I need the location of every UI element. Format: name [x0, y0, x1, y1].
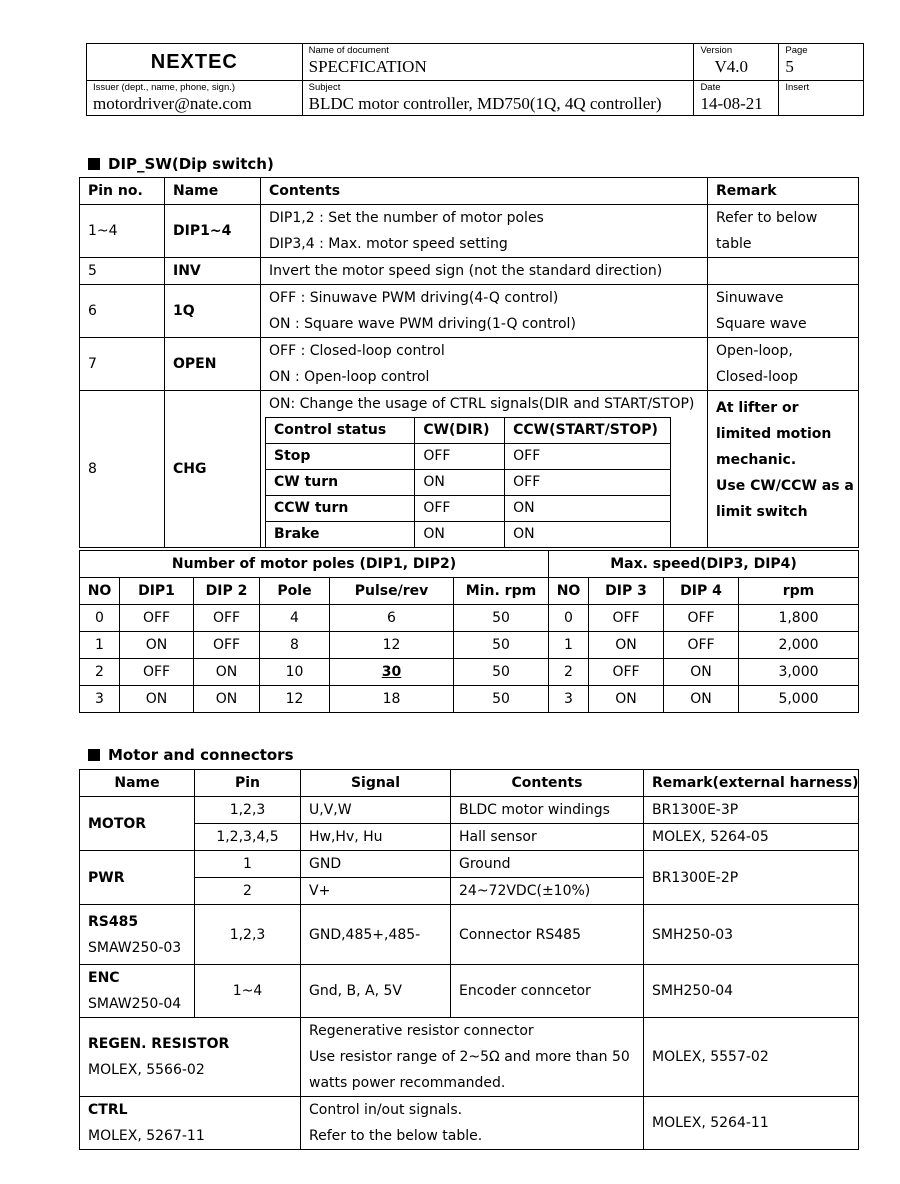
table-row	[80, 285, 859, 338]
cw-cell: OFF	[415, 444, 505, 470]
cell: ON	[664, 659, 739, 686]
speed-title: Max. speed(DIP3, DIP4)	[549, 551, 859, 578]
table-row	[80, 338, 859, 391]
cell: OFF	[194, 632, 260, 659]
pin-cell: 1,2,3,4,5	[195, 824, 301, 851]
pin-cell: 2	[195, 878, 301, 905]
header-cell: CW(DIR)	[415, 418, 505, 444]
cell: 1,800	[739, 605, 859, 632]
cell: 50	[454, 686, 549, 713]
connector-name: RS485	[88, 913, 139, 930]
table-row-chg	[80, 391, 859, 548]
signal-cell: V+	[301, 878, 451, 905]
cell: 2	[549, 659, 589, 686]
insert-cell	[779, 81, 864, 116]
version-cell	[694, 44, 779, 81]
connector-part: SMAW250-04	[88, 996, 182, 1012]
ccw-cell: ON	[505, 522, 671, 548]
cell: ON	[194, 659, 260, 686]
pin-cell: 1,2,3	[195, 905, 301, 965]
contents-line: OFF : Sinuwave PWM driving(4-Q control)	[269, 290, 559, 306]
header-cell: Contents	[261, 178, 708, 205]
cell: ON	[194, 686, 260, 713]
contents-line: ON : Square wave PWM driving(1-Q control)	[269, 316, 576, 332]
contents-cell	[301, 1097, 644, 1150]
table-row	[266, 470, 671, 496]
name-cell: CHG	[165, 391, 261, 548]
connector-name-cell: MOTOR	[80, 797, 195, 851]
signal-cell: GND	[301, 851, 451, 878]
table-row	[80, 965, 859, 1018]
dip-setting-header-row	[80, 578, 859, 605]
motor-section-title-text: Motor and connectors	[108, 746, 294, 764]
contents-line: Regenerative resistor connector	[309, 1023, 534, 1039]
table-row	[80, 686, 859, 713]
cell: 6	[330, 605, 454, 632]
header-cell: NO	[80, 578, 120, 605]
name-cell: DIP1~4	[165, 205, 261, 258]
version-value: V4.0	[714, 57, 748, 76]
dip-setting-table	[79, 550, 859, 713]
status-cell: CW turn	[266, 470, 415, 496]
name-cell: 1Q	[165, 285, 261, 338]
table-row	[80, 824, 859, 851]
remark-cell: SMH250-04	[644, 965, 859, 1018]
connector-name-cell	[80, 1018, 301, 1097]
pin-cell: 1,2,3	[195, 797, 301, 824]
company-logo: NEXTEC	[87, 44, 303, 81]
page-value: 5	[785, 57, 794, 76]
header-cell: Pole	[260, 578, 330, 605]
header-cell: Contents	[451, 770, 644, 797]
date-label: Date	[700, 82, 721, 93]
contents-line: Use resistor range of 2~5Ω and more than 50	[309, 1049, 630, 1065]
page-cell	[779, 44, 864, 81]
header-cell: Pin	[195, 770, 301, 797]
remark-line: table	[716, 236, 752, 252]
document-header	[86, 43, 864, 116]
remark-line: Use CW/CCW as a	[716, 478, 854, 494]
table-row	[266, 522, 671, 548]
dip-section-title-text: DIP_SW(Dip switch)	[108, 155, 274, 173]
subject-cell	[302, 81, 694, 116]
contents-line: DIP3,4 : Max. motor speed setting	[269, 236, 508, 252]
issuer-value: motordriver@nate.com	[93, 94, 252, 113]
dip-header-row	[80, 178, 859, 205]
cell: OFF	[589, 605, 664, 632]
subject-value: BLDC motor controller, MD750(1Q, 4Q controller)	[308, 94, 662, 113]
motor-connectors-table	[79, 769, 859, 1150]
remark-cell	[708, 338, 859, 391]
header-cell: Min. rpm	[454, 578, 549, 605]
table-row	[80, 1097, 859, 1150]
contents-line: ON : Open-loop control	[269, 369, 430, 385]
subject-label: Subject	[308, 82, 341, 93]
document-name-value: SPECFICATION	[308, 57, 427, 76]
remark-cell: MOLEX, 5264-05	[644, 824, 859, 851]
contents-cell	[261, 205, 708, 258]
contents-line: watts power recommanded.	[309, 1075, 506, 1091]
issuer-cell	[87, 81, 303, 116]
version-label: Version	[700, 45, 733, 56]
header-cell: Pulse/rev	[330, 578, 454, 605]
contents-cell: 24~72VDC(±10%)	[451, 878, 644, 905]
cell: 10	[260, 659, 330, 686]
cell: OFF	[120, 605, 194, 632]
header-cell: rpm	[739, 578, 859, 605]
document-name-label: Name of document	[308, 45, 389, 56]
cell: ON	[120, 632, 194, 659]
remark-line: mechanic.	[716, 452, 797, 468]
header-cell: DIP1	[120, 578, 194, 605]
dip-switch-table	[79, 177, 859, 548]
contents-cell: Invert the motor speed sign (not the standard direction)	[261, 258, 708, 285]
page-label: Page	[785, 45, 808, 56]
connector-part: MOLEX, 5267-11	[88, 1128, 205, 1144]
signal-cell: Gnd, B, A, 5V	[301, 965, 451, 1018]
cell: 4	[260, 605, 330, 632]
cell: ON	[120, 686, 194, 713]
header-cell: Pin no.	[80, 178, 165, 205]
cw-cell: ON	[415, 522, 505, 548]
table-row	[80, 205, 859, 258]
contents-cell	[301, 1018, 644, 1097]
remark-line: Refer to below	[716, 210, 818, 226]
table-row	[80, 797, 859, 824]
square-bullet-icon	[88, 158, 100, 170]
chg-remark-cell	[708, 391, 859, 548]
remark-cell: SMH250-03	[644, 905, 859, 965]
cell: 0	[549, 605, 589, 632]
status-cell: Stop	[266, 444, 415, 470]
ccw-cell: OFF	[505, 470, 671, 496]
cell: 1	[549, 632, 589, 659]
header-cell: DIP 2	[194, 578, 260, 605]
name-cell: OPEN	[165, 338, 261, 391]
contents-line: Control in/out signals.	[309, 1102, 463, 1118]
pin-cell: 1~4	[80, 205, 165, 258]
connector-name-cell	[80, 905, 195, 965]
remark-cell: BR1300E-3P	[644, 797, 859, 824]
cw-cell: ON	[415, 470, 505, 496]
cell: 0	[80, 605, 120, 632]
contents-cell	[261, 285, 708, 338]
table-row	[80, 632, 859, 659]
remark-cell	[708, 285, 859, 338]
connector-part: SMAW250-03	[88, 939, 182, 956]
signal-cell: Hw,Hv, Hu	[301, 824, 451, 851]
connector-part: MOLEX, 5566-02	[88, 1062, 205, 1078]
contents-cell: Ground	[451, 851, 644, 878]
pin-cell: 5	[80, 258, 165, 285]
remark-line: limit switch	[716, 504, 808, 520]
header-cell: Remark	[708, 178, 859, 205]
date-cell	[694, 81, 779, 116]
issuer-label: Issuer (dept., name, phone, sign.)	[93, 82, 236, 93]
remark-line: Open-loop,	[716, 343, 793, 359]
chg-intro-text: ON: Change the usage of CTRL signals(DIR and START/STOP)	[269, 396, 695, 412]
motor-header-row	[80, 770, 859, 797]
cell: ON	[589, 632, 664, 659]
cell: 3,000	[739, 659, 859, 686]
cell: OFF	[664, 632, 739, 659]
table-row	[266, 444, 671, 470]
contents-line: OFF : Closed-loop control	[269, 343, 445, 359]
status-cell: Brake	[266, 522, 415, 548]
status-cell: CCW turn	[266, 496, 415, 522]
contents-line: DIP1,2 : Set the number of motor poles	[269, 210, 544, 226]
cell: ON	[589, 686, 664, 713]
remark-line: Sinuwave	[716, 290, 784, 306]
cell: OFF	[664, 605, 739, 632]
header-cell: Name	[165, 178, 261, 205]
ccw-cell: ON	[505, 496, 671, 522]
control-status-header-row	[266, 418, 671, 444]
remark-cell: MOLEX, 5264-11	[644, 1097, 859, 1150]
table-row	[80, 1018, 859, 1097]
document-name-cell	[302, 44, 694, 81]
square-bullet-icon	[88, 749, 100, 761]
cw-cell: OFF	[415, 496, 505, 522]
connector-name-cell	[80, 1097, 301, 1150]
header-cell: Control status	[266, 418, 415, 444]
control-status-table	[265, 417, 671, 547]
contents-cell: Hall sensor	[451, 824, 644, 851]
header-cell: Signal	[301, 770, 451, 797]
cell: 12	[330, 632, 454, 659]
connector-name: ENC	[88, 970, 120, 986]
remark-cell: MOLEX, 5557-02	[644, 1018, 859, 1097]
header-cell: DIP 3	[589, 578, 664, 605]
pin-cell: 1	[195, 851, 301, 878]
table-row	[80, 605, 859, 632]
cell: 3	[549, 686, 589, 713]
header-cell: Remark(external harness)	[644, 770, 859, 797]
connector-name-cell: PWR	[80, 851, 195, 905]
poles-title: Number of motor poles (DIP1, DIP2)	[80, 551, 549, 578]
contents-line: Refer to the below table.	[309, 1128, 483, 1144]
cell: 50	[454, 659, 549, 686]
cell: 18	[330, 686, 454, 713]
table-row	[266, 496, 671, 522]
contents-cell: Encoder conncetor	[451, 965, 644, 1018]
table-row	[80, 905, 859, 965]
contents-cell	[261, 338, 708, 391]
cell: 3	[80, 686, 120, 713]
connector-name-cell	[80, 965, 195, 1018]
signal-cell: U,V,W	[301, 797, 451, 824]
header-cell: NO	[549, 578, 589, 605]
cell: 5,000	[739, 686, 859, 713]
cell: 2	[80, 659, 120, 686]
cell: OFF	[194, 605, 260, 632]
connector-name: REGEN. RESISTOR	[88, 1036, 230, 1052]
header-cell: CCW(START/STOP)	[505, 418, 671, 444]
cell: 50	[454, 605, 549, 632]
cell: 8	[260, 632, 330, 659]
remark-line: Closed-loop	[716, 369, 798, 385]
pin-cell: 7	[80, 338, 165, 391]
date-value: 14-08-21	[700, 94, 763, 113]
pin-cell: 8	[80, 391, 165, 548]
table-row	[80, 659, 859, 686]
cell: 12	[260, 686, 330, 713]
pin-cell: 6	[80, 285, 165, 338]
cell: 50	[454, 632, 549, 659]
header-cell: Name	[80, 770, 195, 797]
cell: 1	[80, 632, 120, 659]
table-row	[80, 851, 859, 878]
motor-section-title	[88, 746, 294, 764]
table-row	[80, 258, 859, 285]
pin-cell: 1~4	[195, 965, 301, 1018]
insert-label: Insert	[785, 82, 810, 93]
highlighted-value: 30	[381, 664, 402, 680]
cell	[330, 659, 454, 686]
cell: 2,000	[739, 632, 859, 659]
cell: OFF	[120, 659, 194, 686]
remark-cell	[708, 258, 859, 285]
dip-section-title	[88, 155, 274, 173]
remark-line: limited motion	[716, 426, 832, 442]
remark-cell	[708, 205, 859, 258]
remark-line: At lifter or	[716, 400, 799, 416]
ccw-cell: OFF	[505, 444, 671, 470]
cell: ON	[664, 686, 739, 713]
cell: OFF	[589, 659, 664, 686]
remark-cell: BR1300E-2P	[644, 851, 859, 905]
connector-name: CTRL	[88, 1102, 128, 1118]
contents-cell: Connector RS485	[451, 905, 644, 965]
name-cell: INV	[165, 258, 261, 285]
remark-line: Square wave	[716, 316, 807, 332]
signal-cell: GND,485+,485-	[301, 905, 451, 965]
chg-contents-cell	[261, 391, 708, 548]
dip-setting-title-row	[80, 551, 859, 578]
contents-cell: BLDC motor windings	[451, 797, 644, 824]
header-cell: DIP 4	[664, 578, 739, 605]
